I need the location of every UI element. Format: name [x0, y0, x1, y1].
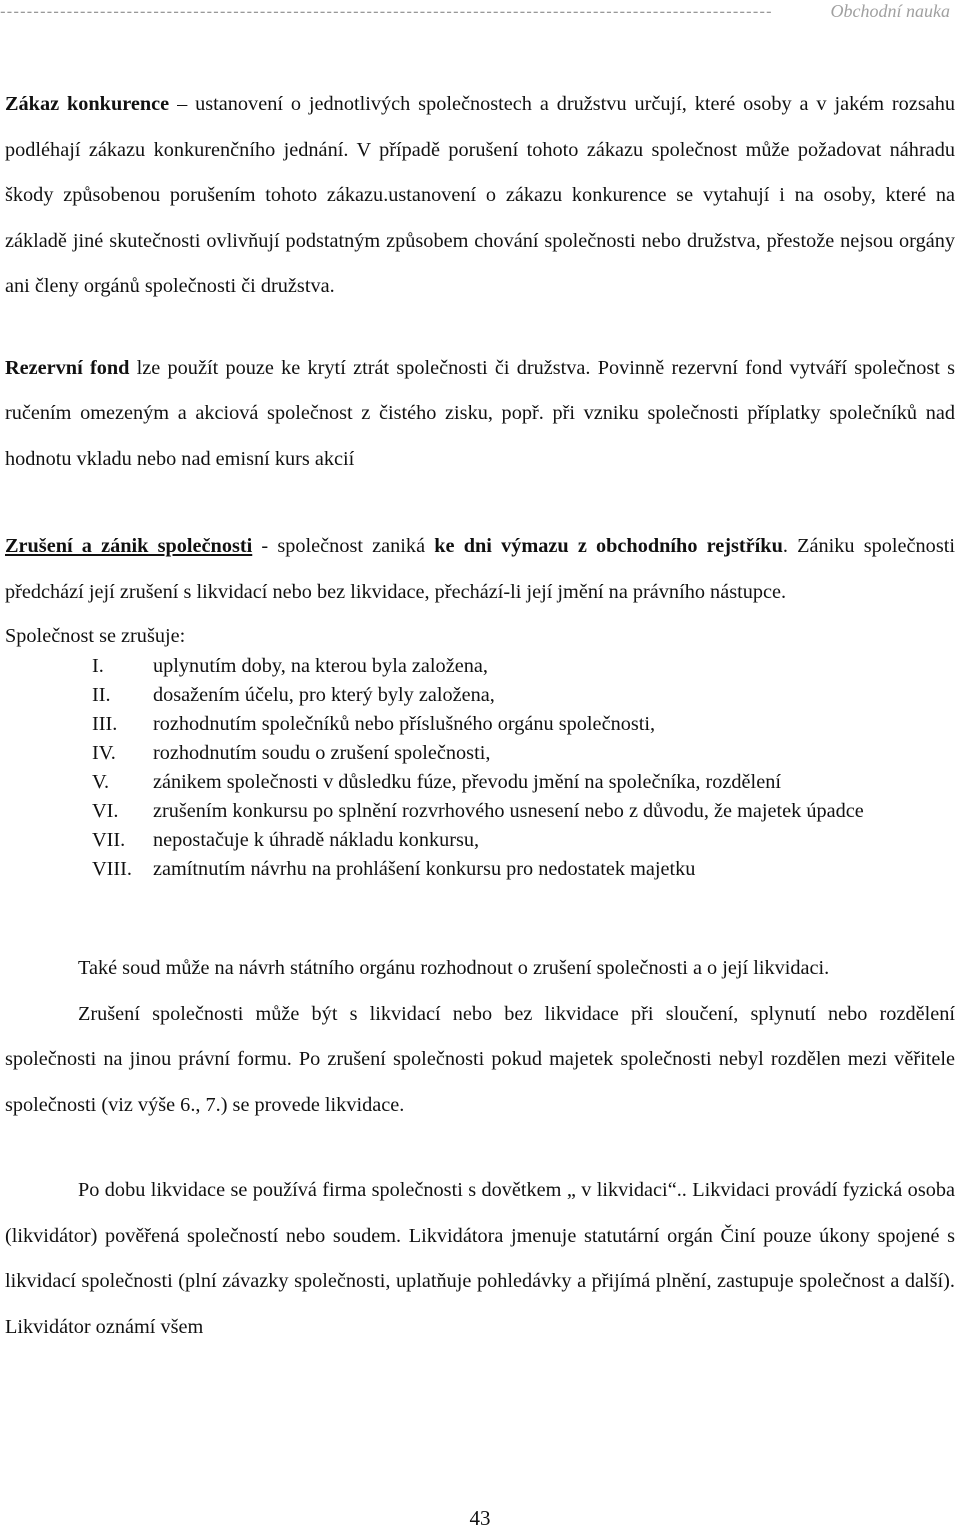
paragraph-text: lze použít pouze ke krytí ztrát společnosti či družstva. Povinně rezervní fond vytváří společnost s ručením omezeným a akciová společnost z čistého zisku, popř. při vzniku společnosti příplatky společníků nad hodnotu vkladu nebo nad emisní kurs akcií [5, 356, 955, 470]
paragraph-rezervni-fond [5, 346, 955, 483]
paragraph-zruseni-zanik [5, 524, 955, 615]
paragraph-text: – ustanovení o jednotlivých společnostech a družstvu určují, které osoby a v jakém rozsahu podléhají zákazu konkurenčního jednání. V případě porušení tohoto zákazu společnost může požadovat náhradu škody způsobenou porušením tohoto zákazu.ustanovení o zákazu konkurence se vytahují i na osoby, které na základě jiné skutečnosti ovlivňují podstatným způsobem chování společnosti nebo družstva, přestože nejsou orgány ani členy orgánů společnosti či družstva. [5, 93, 955, 297]
paragraph-text: . Zániku společnosti předchází její zrušení s likvidací nebo bez likvidace, přechází-li její jmění na právního nástupce. [5, 535, 955, 603]
list-item-number: VIII. [92, 858, 132, 880]
list-item [5, 652, 955, 681]
list-item [5, 739, 955, 768]
paragraph-likvidace: Po dobu likvidace se používá firma společnosti s dovětkem „ v likvidaci“.. Likvidaci provádí fyzická osoba (likvidátor) pověřená společností nebo soudem. Likvidátora jmenuje statutární orgán Činí pouze úkony spojené s likvidací společnosti (plní závazky společnosti, uplatňuje pohledávky a přijímá plnění, zastupuje společnost a další). Likvidátor oznámí všem [5, 1179, 955, 1338]
list-item [5, 855, 955, 884]
list-item-text: rozhodnutím společníků nebo příslušného orgánu společnosti, [153, 713, 656, 735]
paragraph-zakaz-konkurence [5, 82, 955, 310]
dissolution-list [5, 652, 955, 884]
list-item-text: dosažením účelu, pro který byly založena, [153, 684, 495, 706]
list-item-number: VII. [92, 829, 126, 851]
term-rezervni-fond: Rezervní fond [5, 356, 130, 379]
document-body [5, 82, 955, 1350]
paragraph-zruseni-likvidace: Zrušení společnosti může být s likvidací nebo bez likvidace při sloučení, splynutí nebo rozdělení společnosti na jinou právní formu. Po zrušení společnosti pokud majetek společnosti nebyl rozdělen mezi věřitele společnosti (viz výše 6., 7.) se provede likvidace. [5, 1002, 955, 1116]
list-item-number: II. [92, 684, 111, 706]
list-item-text: nepostačuje k úhradě nákladu konkursu, [153, 829, 480, 851]
list-item-text: uplynutím doby, na kterou byla založena, [153, 655, 488, 677]
list-item-number: V. [92, 771, 110, 793]
list-item [5, 768, 955, 797]
list-item-text: zamítnutím návrhu na prohlášení konkursu pro nedostatek majetku [153, 858, 696, 880]
list-item-text: zánikem společnosti v důsledku fúze, převodu jmění na společníka, rozdělení [153, 771, 781, 793]
list-item [5, 826, 955, 855]
header-title: Obchodní nauka [830, 1, 950, 21]
term-zakaz-konkurence: Zákaz konkurence [5, 93, 170, 115]
header-rule: -------------------------------------------------------------------------------------------------------------------- [0, 2, 773, 21]
list-item-text: rozhodnutím soudu o zrušení společnosti, [153, 742, 491, 764]
list-item-number: I. [92, 655, 104, 677]
term-vymaz: ke dni výmazu z obchodního rejstříku [434, 535, 783, 557]
term-zruseni-zanik: Zrušení a zánik společnosti [5, 535, 253, 557]
list-item [5, 681, 955, 710]
list-item-number: IV. [92, 742, 116, 764]
list-item-number: III. [92, 713, 118, 735]
page-number: 43 [469, 1506, 491, 1530]
paragraph-soud: Také soud může na návrh státního orgánu rozhodnout o zrušení společnosti a o její likvidaci. [78, 957, 830, 979]
list-intro: Společnost se zrušuje: [5, 625, 186, 647]
paragraph-text: - společnost zaniká [252, 535, 435, 557]
list-item-text: zrušením konkursu po splnění rozvrhového usnesení nebo z důvodu, že majetek úpadce [153, 800, 864, 822]
list-item [5, 710, 955, 739]
list-item-number: VI. [92, 800, 119, 822]
page-header [0, 0, 960, 24]
list-item [5, 797, 955, 826]
